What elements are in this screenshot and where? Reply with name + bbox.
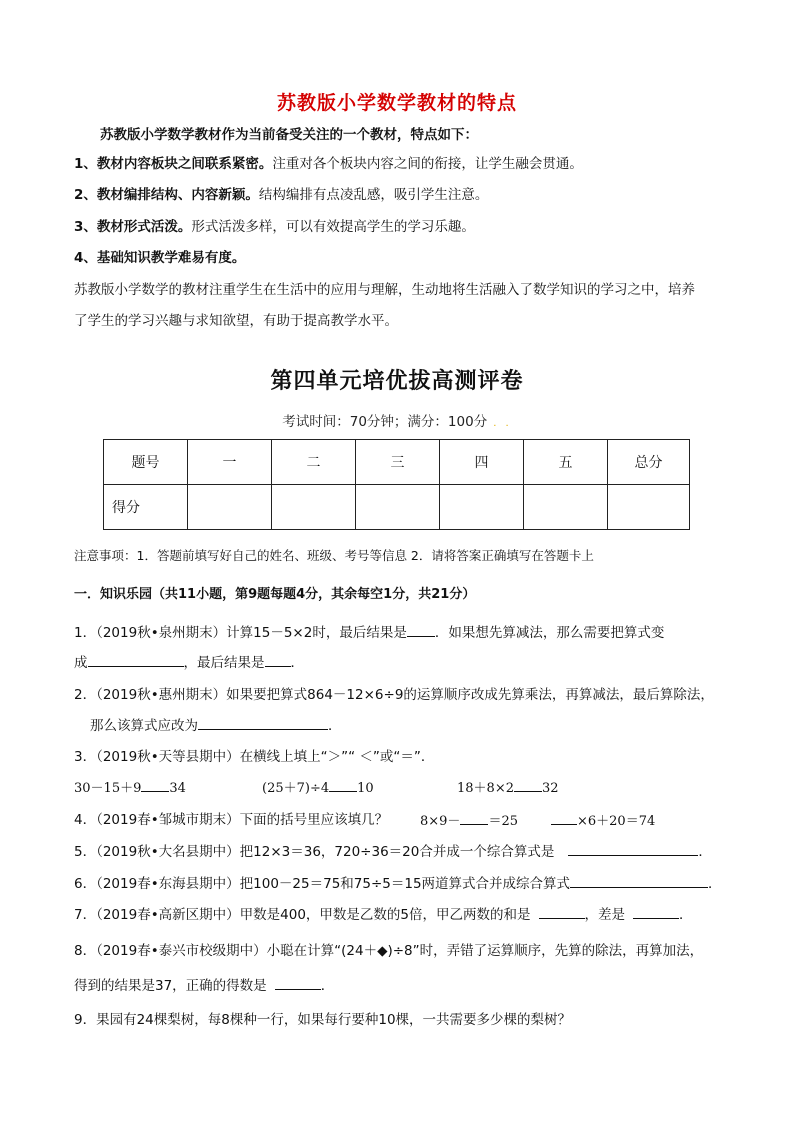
score-cell[interactable] <box>272 485 356 530</box>
q7-text-a: 7．（2019春•高新区期中）甲数是400，甲数是乙数的5倍，甲乙两数的和是 <box>74 907 531 923</box>
question-1-line1 <box>74 622 664 643</box>
q6-text: 6．（2019春•东海县期中）把100－25＝75和75÷5＝15两道算式合并成综合算式 <box>74 876 571 892</box>
point-text: 形式活泼多样，可以有效提高学生的学习乐趣。 <box>191 219 475 235</box>
q8-blank[interactable] <box>275 975 321 990</box>
question-4-line1 <box>74 810 388 830</box>
q8-end: ． <box>320 978 335 994</box>
score-row-label: 得分 <box>104 485 188 530</box>
q5-end: ． <box>698 844 712 860</box>
q4-blank-2[interactable] <box>551 810 577 825</box>
intro-point-2 <box>74 185 488 205</box>
question-2-line1: 2．（2019秋•惠州期末）如果要把算式864－12×6÷9的运算顺序改成先算乘法，再算减法，最后算除法， <box>74 687 714 703</box>
question-8-line2 <box>74 975 334 996</box>
header-cell-total: 总分 <box>608 440 690 485</box>
q6-end: ． <box>708 876 722 892</box>
exam-title: 第四单元培优拔高测评卷 <box>270 368 524 394</box>
q3-expr-2 <box>262 777 374 799</box>
point-text: 结构编排有点凌乱感，吸引学生注意。 <box>258 187 489 203</box>
score-cell[interactable] <box>440 485 524 530</box>
score-cell[interactable] <box>356 485 440 530</box>
intro-title: 苏教版小学数学教材的特点 <box>276 92 517 114</box>
q3-expr-2-right: 10 <box>357 781 374 796</box>
score-cell[interactable] <box>188 485 272 530</box>
q4-text: 4．（2019春•邹城市期末）下面的括号里应该填几？ <box>74 812 389 828</box>
q7-blank-diff[interactable] <box>633 904 679 919</box>
question-7-line1 <box>74 904 693 925</box>
q4-expr-2 <box>551 810 655 832</box>
q1-blank-1[interactable] <box>407 622 435 637</box>
intro-point-3 <box>74 217 475 237</box>
q3-expr-3 <box>457 777 559 799</box>
header-cell-question-no: 题号 <box>104 440 188 485</box>
q3-blank-1[interactable] <box>141 777 169 792</box>
point-head: 4、基础知识教学难易有度。 <box>74 250 246 266</box>
score-table-header-row <box>104 440 690 485</box>
q1-blank-3[interactable] <box>265 652 291 667</box>
exam-subtitle <box>0 410 794 430</box>
q3-expr-3-right: 32 <box>541 781 559 796</box>
question-3-line1: 3．（2019秋•天等县期中）在横线上填上“＞”“ ＜”或“＝”． <box>74 749 435 765</box>
q3-expr-3-left: 18＋8×2 <box>457 781 514 796</box>
intro-point-1 <box>74 154 583 174</box>
score-cell-total[interactable] <box>608 485 690 530</box>
q7-end: ． <box>679 907 693 923</box>
decorative-dots: . . <box>493 418 512 429</box>
score-table <box>103 439 690 530</box>
question-9-line1: 9．果园有24棵梨树，每8棵种一行，如果每行要种10棵，一共需要多少棵的梨树？ <box>74 1012 572 1028</box>
q8-text-b: 得到的结果是37，正确的得数是 <box>74 978 267 994</box>
q3-blank-2[interactable] <box>329 777 357 792</box>
question-2-line2 <box>90 715 342 736</box>
q4-expr-1-right: ＝25 <box>488 814 518 829</box>
header-cell-3: 三 <box>356 440 440 485</box>
intro-summary-line2: 了学生的学习兴趣与求知欲望，有助于提高教学水平。 <box>74 313 398 329</box>
header-cell-5: 五 <box>524 440 608 485</box>
score-table-score-row <box>104 485 690 530</box>
q3-expr-1-right: 34 <box>169 781 186 796</box>
exam-notice: 注意事项：1．答题前填写好自己的姓名、班级、考号等信息 2．请将答案正确填写在答题卡上 <box>74 548 594 563</box>
q2-blank[interactable] <box>198 715 328 730</box>
q1-text-c: 成 <box>74 655 88 671</box>
point-head: 2、教材编排结构、内容新颖。 <box>74 187 259 203</box>
question-6-line1 <box>74 873 722 894</box>
q3-blank-3[interactable] <box>514 777 542 792</box>
q1-text-e: ． <box>290 655 304 671</box>
intro-lead: 苏教版小学数学教材作为当前备受关注的一个教材，特点如下： <box>100 127 478 143</box>
point-head: 3、教材形式活泼。 <box>74 219 192 235</box>
q4-expr-1-left: 8×9－ <box>420 814 461 829</box>
score-cell[interactable] <box>524 485 608 530</box>
question-5-line1 <box>74 841 712 862</box>
question-1-line2 <box>74 652 304 673</box>
exam-time-score: 考试时间：70分钟；满分：100分 <box>282 414 488 430</box>
q1-text-d: ，最后结果是 <box>183 655 265 671</box>
point-head: 1、教材内容板块之间联系紧密。 <box>74 156 273 172</box>
q7-blank-sum[interactable] <box>539 904 585 919</box>
q3-expr-1-left: 30－15＋9 <box>74 781 142 796</box>
header-cell-2: 二 <box>272 440 356 485</box>
q3-expr-2-left: (25＋7)÷4 <box>262 781 330 796</box>
q3-expr-1 <box>74 777 186 799</box>
section1-heading: 一．知识乐园（共11小题，第9题每题4分，其余每空1分，共21分） <box>74 587 476 602</box>
q2-text-c: ． <box>328 718 342 734</box>
intro-summary-line1: 苏教版小学数学的教材注重学生在生活中的应用与理解，生动地将生活融入了数学知识的学习之中，培养 <box>74 282 695 298</box>
q4-blank-1[interactable] <box>460 810 488 825</box>
q2-text-b: 那么该算式应改为 <box>90 718 198 734</box>
q4-expr-2-right: ×6＋20＝74 <box>577 814 656 829</box>
q4-expr-1 <box>420 810 518 832</box>
q1-blank-2[interactable] <box>88 652 184 667</box>
q1-text-b: ．如果想先算减法，那么需要把算式变 <box>434 625 665 641</box>
intro-point-4 <box>74 248 245 268</box>
q5-text: 5．（2019秋•大名县期中）把12×3＝36，720÷36＝20合并成一个综合算式是 <box>74 844 555 860</box>
question-8-line1: 8．（2019春•泰兴市校级期中）小聪在计算“(24＋◆)÷8”时，弄错了运算顺序，先算的除法，再算加法， <box>74 943 704 959</box>
header-cell-4: 四 <box>440 440 524 485</box>
header-cell-1: 一 <box>188 440 272 485</box>
q5-blank[interactable] <box>568 841 698 856</box>
q7-text-b: ，差是 <box>584 907 626 923</box>
point-text: 注重对各个板块内容之间的衔接，让学生融会贯通。 <box>272 156 583 172</box>
q1-text-a: 1．（2019秋•泉州期末）计算15－5×2时，最后结果是 <box>74 625 407 641</box>
q6-blank[interactable] <box>570 873 708 888</box>
